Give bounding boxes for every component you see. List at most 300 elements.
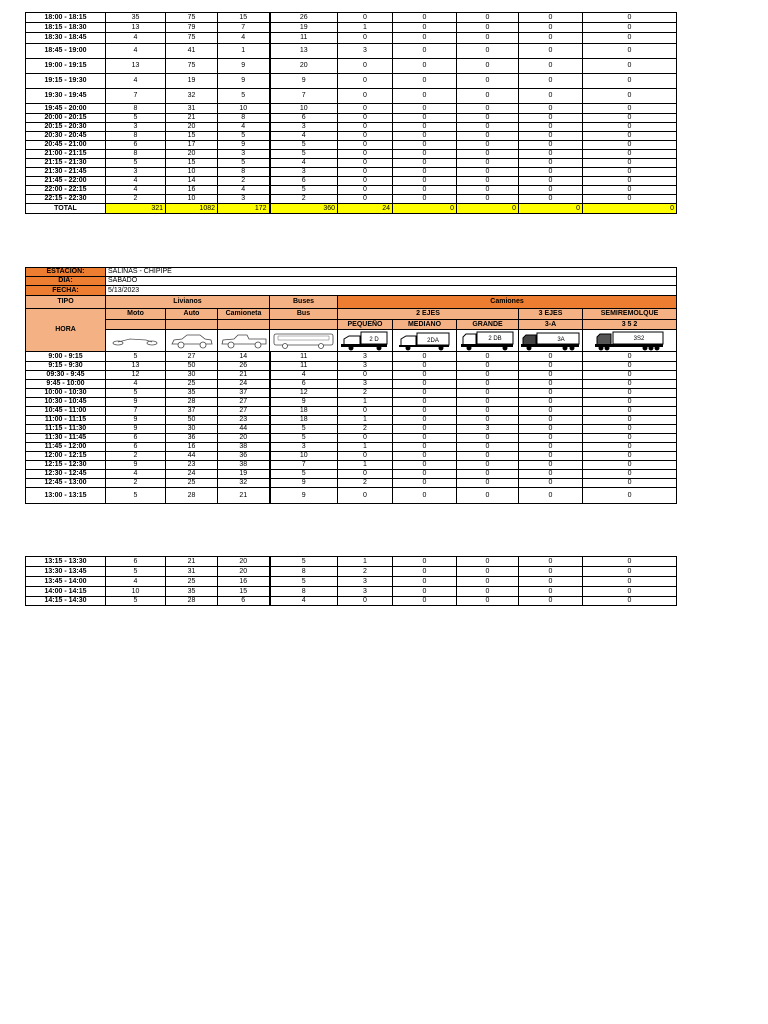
count-cell: 0 xyxy=(519,479,583,488)
table-body xyxy=(26,13,677,214)
subgroup-header-row xyxy=(26,309,677,320)
count-cell: 0 xyxy=(393,479,457,488)
count-cell: 0 xyxy=(338,407,393,416)
count-cell: 21 xyxy=(218,488,270,504)
count-cell: 0 xyxy=(393,425,457,434)
hora-cell: 21:00 - 21:15 xyxy=(26,150,106,159)
tres-ejes-header: 3 EJES xyxy=(519,309,583,320)
count-cell: 5 xyxy=(106,567,166,577)
count-cell: 25 xyxy=(166,479,218,488)
count-cell: 5 xyxy=(270,186,338,195)
count-cell: 0 xyxy=(457,434,519,443)
count-cell: 8 xyxy=(270,567,338,577)
col-352: 3 5 2 xyxy=(583,320,677,330)
count-cell: 9 xyxy=(106,425,166,434)
count-cell: 0 xyxy=(393,177,457,186)
count-cell: 8 xyxy=(106,104,166,114)
traffic-table-salinas xyxy=(25,267,677,504)
hora-cell: 13:15 - 13:30 xyxy=(26,557,106,567)
count-cell: 31 xyxy=(166,104,218,114)
count-cell: 4 xyxy=(106,33,166,44)
total-value: 360 xyxy=(270,204,338,214)
table-row xyxy=(26,141,677,150)
count-cell: 0 xyxy=(519,557,583,567)
tipo-label: TIPO xyxy=(26,296,106,309)
count-cell: 17 xyxy=(166,141,218,150)
total-value: 0 xyxy=(583,204,677,214)
dia-label: DÍA: xyxy=(26,277,106,286)
count-cell: 0 xyxy=(519,195,583,204)
count-cell: 0 xyxy=(393,389,457,398)
count-cell: 4 xyxy=(270,371,338,380)
count-cell: 0 xyxy=(338,488,393,504)
count-cell: 0 xyxy=(457,44,519,59)
count-cell: 1 xyxy=(338,557,393,567)
total-value: 172 xyxy=(218,204,270,214)
count-cell: 5 xyxy=(270,470,338,479)
count-cell: 3 xyxy=(338,44,393,59)
table-row xyxy=(26,114,677,123)
count-cell: 0 xyxy=(519,567,583,577)
count-cell: 0 xyxy=(393,114,457,123)
count-cell: 4 xyxy=(106,380,166,389)
count-cell: 0 xyxy=(338,186,393,195)
count-cell: 27 xyxy=(166,352,218,362)
count-cell: 0 xyxy=(393,434,457,443)
dia-value: SABADO xyxy=(106,277,677,286)
hora-cell: 18:30 - 18:45 xyxy=(26,33,106,44)
hora-cell: 9:00 - 9:15 xyxy=(26,352,106,362)
count-cell: 0 xyxy=(519,13,583,23)
hora-cell: 18:15 - 18:30 xyxy=(26,23,106,33)
count-cell: 0 xyxy=(457,141,519,150)
count-cell: 27 xyxy=(218,407,270,416)
count-cell: 0 xyxy=(583,434,677,443)
count-cell: 0 xyxy=(519,150,583,159)
count-cell: 0 xyxy=(457,557,519,567)
count-cell: 0 xyxy=(393,587,457,597)
table-row xyxy=(26,443,677,452)
table-row xyxy=(26,587,677,597)
count-cell: 11 xyxy=(270,352,338,362)
col-3a: 3-A xyxy=(519,320,583,330)
count-cell: 8 xyxy=(106,150,166,159)
count-cell: 0 xyxy=(338,470,393,479)
count-cell: 0 xyxy=(393,59,457,74)
count-cell: 0 xyxy=(338,132,393,141)
count-cell: 0 xyxy=(583,132,677,141)
count-cell: 0 xyxy=(583,567,677,577)
count-cell: 6 xyxy=(106,434,166,443)
col-header-row xyxy=(26,320,677,330)
count-cell: 15 xyxy=(166,132,218,141)
count-cell: 3 xyxy=(457,425,519,434)
hora-cell: 19:30 - 19:45 xyxy=(26,89,106,104)
total-value: 24 xyxy=(338,204,393,214)
count-cell: 9 xyxy=(270,398,338,407)
count-cell: 4 xyxy=(270,159,338,168)
count-cell: 0 xyxy=(519,89,583,104)
hora-cell: 19:45 - 20:00 xyxy=(26,104,106,114)
count-cell: 23 xyxy=(218,416,270,425)
count-cell: 7 xyxy=(106,89,166,104)
count-cell: 9 xyxy=(270,488,338,504)
count-cell: 5 xyxy=(218,132,270,141)
count-cell: 11 xyxy=(270,33,338,44)
hora-cell: 19:15 - 19:30 xyxy=(26,74,106,89)
table-row xyxy=(26,123,677,132)
count-cell: 0 xyxy=(457,389,519,398)
count-cell: 6 xyxy=(106,141,166,150)
count-cell: 41 xyxy=(166,44,218,59)
count-cell: 28 xyxy=(166,488,218,504)
count-cell: 13 xyxy=(270,44,338,59)
count-cell: 0 xyxy=(583,114,677,123)
count-cell: 20 xyxy=(166,123,218,132)
count-cell: 15 xyxy=(166,159,218,168)
fecha-value: 5/13/2023 xyxy=(106,286,677,296)
count-cell: 7 xyxy=(218,23,270,33)
count-cell: 0 xyxy=(338,452,393,461)
count-cell: 0 xyxy=(583,89,677,104)
count-cell: 1 xyxy=(338,23,393,33)
count-cell: 5 xyxy=(218,89,270,104)
hora-cell: 12:45 - 13:00 xyxy=(26,479,106,488)
count-cell: 0 xyxy=(338,597,393,606)
total-value: 1082 xyxy=(166,204,218,214)
count-cell: 0 xyxy=(393,380,457,389)
fecha-row xyxy=(26,286,677,296)
count-cell: 0 xyxy=(393,89,457,104)
count-cell: 32 xyxy=(166,89,218,104)
count-cell: 0 xyxy=(393,33,457,44)
count-cell: 5 xyxy=(270,150,338,159)
count-cell: 3 xyxy=(270,123,338,132)
count-cell: 2 xyxy=(338,479,393,488)
count-cell: 6 xyxy=(270,380,338,389)
hora-cell: 20:15 - 20:30 xyxy=(26,123,106,132)
group-header-row xyxy=(26,296,677,309)
count-cell: 1 xyxy=(338,461,393,470)
table-row xyxy=(26,434,677,443)
count-cell: 0 xyxy=(393,597,457,606)
count-cell: 4 xyxy=(218,186,270,195)
count-cell: 2 xyxy=(338,567,393,577)
semiremolque-header: SEMIREMOLQUE xyxy=(583,309,677,320)
count-cell: 4 xyxy=(106,577,166,587)
count-cell: 2 xyxy=(218,177,270,186)
count-cell: 8 xyxy=(106,132,166,141)
count-cell: 0 xyxy=(583,352,677,362)
count-cell: 15 xyxy=(218,13,270,23)
count-cell: 0 xyxy=(457,587,519,597)
camion-2d-icon xyxy=(338,330,393,352)
count-cell: 0 xyxy=(519,33,583,44)
count-cell: 0 xyxy=(583,13,677,23)
count-cell: 2 xyxy=(338,425,393,434)
count-cell: 3 xyxy=(338,362,393,371)
count-cell: 0 xyxy=(519,114,583,123)
count-cell: 0 xyxy=(519,380,583,389)
count-cell: 25 xyxy=(166,577,218,587)
count-cell: 5 xyxy=(106,114,166,123)
count-cell: 0 xyxy=(583,33,677,44)
count-cell: 0 xyxy=(583,168,677,177)
count-cell: 28 xyxy=(166,398,218,407)
count-cell: 0 xyxy=(583,141,677,150)
table-row xyxy=(26,159,677,168)
table-row xyxy=(26,416,677,425)
icon-text-2db: 2 DB xyxy=(487,335,502,342)
count-cell: 8 xyxy=(218,168,270,177)
hora-cell: 18:00 - 18:15 xyxy=(26,13,106,23)
count-cell: 0 xyxy=(583,479,677,488)
count-cell: 4 xyxy=(106,44,166,59)
total-value: 0 xyxy=(519,204,583,214)
count-cell: 9 xyxy=(218,59,270,74)
count-cell: 0 xyxy=(519,74,583,89)
icon-text-3a: 3A xyxy=(556,336,565,343)
count-cell: 0 xyxy=(457,443,519,452)
table-row xyxy=(26,425,677,434)
col-grande: GRANDE xyxy=(457,320,519,330)
traffic-table-evening xyxy=(25,12,677,214)
count-cell: 5 xyxy=(106,389,166,398)
fecha-label: FECHA: xyxy=(26,286,106,296)
hora-cell: 21:45 - 22:00 xyxy=(26,177,106,186)
hora-cell: 11:30 - 11:45 xyxy=(26,434,106,443)
table-row xyxy=(26,479,677,488)
count-cell: 9 xyxy=(270,74,338,89)
count-cell: 0 xyxy=(457,123,519,132)
count-cell: 37 xyxy=(166,407,218,416)
count-cell: 0 xyxy=(393,123,457,132)
count-cell: 0 xyxy=(457,168,519,177)
count-cell: 0 xyxy=(519,177,583,186)
hora-cell: 22:00 - 22:15 xyxy=(26,186,106,195)
count-cell: 50 xyxy=(166,362,218,371)
count-cell: 0 xyxy=(338,159,393,168)
hora-cell: 12:30 - 12:45 xyxy=(26,470,106,479)
count-cell: 0 xyxy=(457,597,519,606)
count-cell: 0 xyxy=(457,371,519,380)
count-cell: 0 xyxy=(393,195,457,204)
count-cell: 4 xyxy=(218,123,270,132)
count-cell: 24 xyxy=(166,470,218,479)
count-cell: 9 xyxy=(106,461,166,470)
count-cell: 13 xyxy=(106,362,166,371)
count-cell: 5 xyxy=(218,159,270,168)
count-cell: 0 xyxy=(519,488,583,504)
count-cell: 79 xyxy=(166,23,218,33)
count-cell: 0 xyxy=(338,177,393,186)
count-cell: 27 xyxy=(218,398,270,407)
livianos-header: Livianos xyxy=(106,296,270,309)
count-cell: 0 xyxy=(393,104,457,114)
count-cell: 0 xyxy=(393,577,457,587)
count-cell: 0 xyxy=(457,104,519,114)
count-cell: 0 xyxy=(457,352,519,362)
count-cell: 1 xyxy=(338,416,393,425)
count-cell: 0 xyxy=(519,434,583,443)
count-cell: 0 xyxy=(457,380,519,389)
hora-cell: 11:00 - 11:15 xyxy=(26,416,106,425)
count-cell: 35 xyxy=(166,587,218,597)
estacion-value: SALINAS - CHIPIPE xyxy=(106,268,677,277)
count-cell: 5 xyxy=(270,577,338,587)
count-cell: 0 xyxy=(519,362,583,371)
count-cell: 1 xyxy=(338,443,393,452)
hora-cell: 13:00 - 13:15 xyxy=(26,488,106,504)
count-cell: 5 xyxy=(270,425,338,434)
count-cell: 0 xyxy=(519,597,583,606)
count-cell: 6 xyxy=(106,557,166,567)
count-cell: 11 xyxy=(270,362,338,371)
count-cell: 3 xyxy=(270,443,338,452)
table-row xyxy=(26,380,677,389)
count-cell: 0 xyxy=(393,23,457,33)
count-cell: 8 xyxy=(270,587,338,597)
table-row xyxy=(26,488,677,504)
count-cell: 20 xyxy=(166,150,218,159)
count-cell: 0 xyxy=(457,577,519,587)
count-cell: 0 xyxy=(583,380,677,389)
count-cell: 0 xyxy=(519,59,583,74)
table-row xyxy=(26,567,677,577)
table-row xyxy=(26,33,677,44)
count-cell: 0 xyxy=(457,407,519,416)
count-cell: 75 xyxy=(166,33,218,44)
count-cell: 0 xyxy=(583,186,677,195)
count-cell: 0 xyxy=(519,398,583,407)
count-cell: 0 xyxy=(583,398,677,407)
hora-cell: 09:30 - 9:45 xyxy=(26,371,106,380)
table-row xyxy=(26,371,677,380)
count-cell: 0 xyxy=(583,177,677,186)
count-cell: 3 xyxy=(270,168,338,177)
count-cell: 0 xyxy=(393,407,457,416)
table-row xyxy=(26,597,677,606)
camion-2db-icon xyxy=(457,330,519,352)
count-cell: 0 xyxy=(583,425,677,434)
table-body xyxy=(26,268,677,504)
hora-cell: 13:30 - 13:45 xyxy=(26,567,106,577)
count-cell: 0 xyxy=(457,89,519,104)
count-cell: 0 xyxy=(583,461,677,470)
camiones-header: Camiones xyxy=(338,296,677,309)
count-cell: 0 xyxy=(457,59,519,74)
count-cell: 4 xyxy=(270,597,338,606)
count-cell: 10 xyxy=(166,168,218,177)
count-cell: 0 xyxy=(457,398,519,407)
count-cell: 0 xyxy=(583,123,677,132)
count-cell: 0 xyxy=(393,398,457,407)
hora-cell: 14:00 - 14:15 xyxy=(26,587,106,597)
count-cell: 18 xyxy=(270,416,338,425)
table-row xyxy=(26,89,677,104)
count-cell: 26 xyxy=(218,362,270,371)
count-cell: 9 xyxy=(218,74,270,89)
count-cell: 6 xyxy=(106,443,166,452)
count-cell: 0 xyxy=(583,416,677,425)
count-cell: 0 xyxy=(519,470,583,479)
count-cell: 23 xyxy=(166,461,218,470)
count-cell: 20 xyxy=(218,557,270,567)
auto-icon xyxy=(166,330,218,352)
hora-cell: 9:45 - 10:00 xyxy=(26,380,106,389)
table-row xyxy=(26,44,677,59)
hora-label: HORA xyxy=(26,309,106,352)
count-cell: 38 xyxy=(218,461,270,470)
count-cell: 35 xyxy=(106,13,166,23)
count-cell: 36 xyxy=(166,434,218,443)
estacion-label: ESTACIÓN: xyxy=(26,268,106,277)
count-cell: 0 xyxy=(583,452,677,461)
count-cell: 0 xyxy=(583,488,677,504)
count-cell: 6 xyxy=(270,177,338,186)
count-cell: 15 xyxy=(218,587,270,597)
count-cell: 28 xyxy=(166,597,218,606)
count-cell: 19 xyxy=(218,470,270,479)
count-cell: 0 xyxy=(583,557,677,567)
count-cell: 0 xyxy=(583,407,677,416)
table-row xyxy=(26,74,677,89)
count-cell: 0 xyxy=(583,597,677,606)
count-cell: 14 xyxy=(166,177,218,186)
count-cell: 21 xyxy=(166,557,218,567)
count-cell: 5 xyxy=(270,434,338,443)
table-row xyxy=(26,59,677,74)
count-cell: 0 xyxy=(583,44,677,59)
count-cell: 0 xyxy=(457,74,519,89)
count-cell: 20 xyxy=(218,434,270,443)
table-row xyxy=(26,168,677,177)
hora-cell: 11:15 - 11:30 xyxy=(26,425,106,434)
count-cell: 0 xyxy=(457,416,519,425)
count-cell: 0 xyxy=(457,195,519,204)
count-cell: 0 xyxy=(583,150,677,159)
count-cell: 0 xyxy=(519,159,583,168)
table-row xyxy=(26,470,677,479)
count-cell: 19 xyxy=(166,74,218,89)
hora-cell: 14:15 - 14:30 xyxy=(26,597,106,606)
count-cell: 0 xyxy=(583,159,677,168)
count-cell: 5 xyxy=(106,159,166,168)
dia-row xyxy=(26,277,677,286)
total-value: 0 xyxy=(457,204,519,214)
count-cell: 0 xyxy=(519,352,583,362)
count-cell: 0 xyxy=(519,452,583,461)
count-cell: 1 xyxy=(338,398,393,407)
count-cell: 0 xyxy=(338,59,393,74)
hora-cell: 12:00 - 12:15 xyxy=(26,452,106,461)
count-cell: 4 xyxy=(106,470,166,479)
count-cell: 0 xyxy=(393,141,457,150)
count-cell: 7 xyxy=(106,407,166,416)
count-cell: 4 xyxy=(270,132,338,141)
count-cell: 0 xyxy=(338,168,393,177)
count-cell: 0 xyxy=(338,141,393,150)
hora-cell: 21:30 - 21:45 xyxy=(26,168,106,177)
count-cell: 0 xyxy=(583,362,677,371)
count-cell: 26 xyxy=(270,13,338,23)
count-cell: 16 xyxy=(218,577,270,587)
col-moto: Moto xyxy=(106,309,166,320)
table-row xyxy=(26,177,677,186)
icon-text-2da: 2DA xyxy=(426,337,439,344)
count-cell: 3 xyxy=(338,577,393,587)
count-cell: 3 xyxy=(106,123,166,132)
